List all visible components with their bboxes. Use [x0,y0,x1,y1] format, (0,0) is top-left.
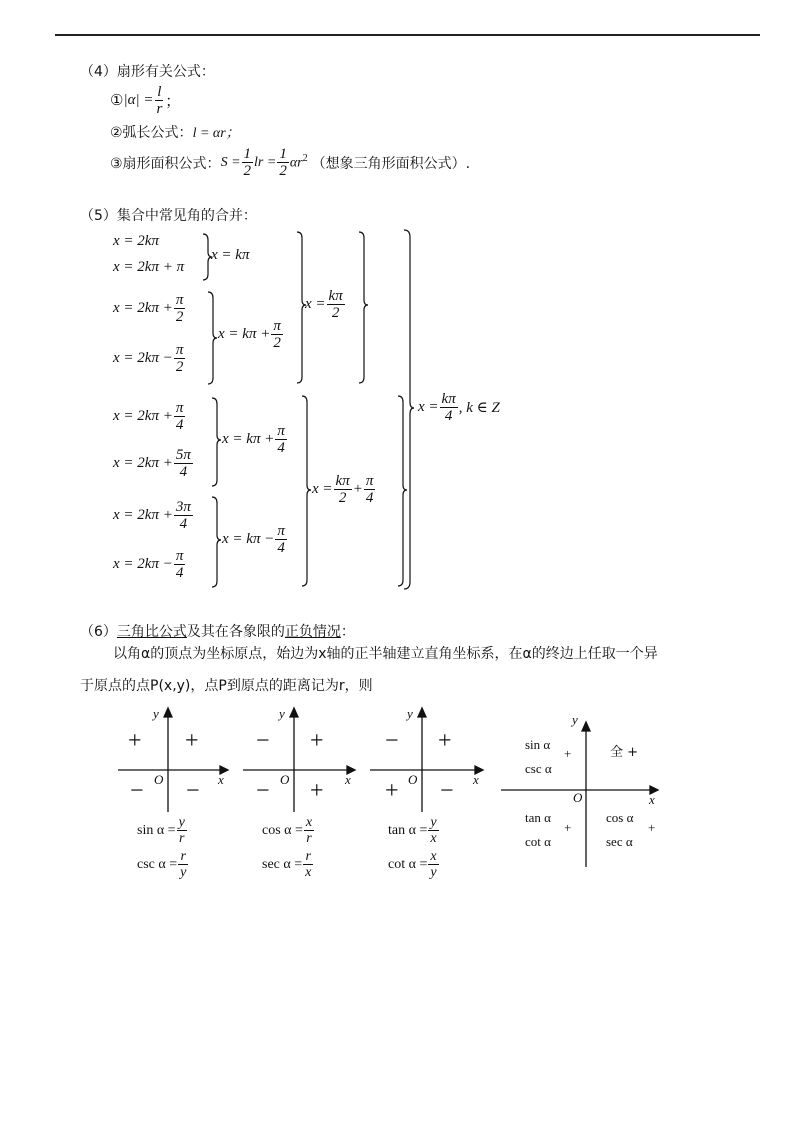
eq-kpi: x = kπ [211,247,250,263]
d3-formula-2 [388,849,440,880]
eq-2kpi-plus-5quarter-pi: x = 2kπ + $\frac{5\pi}{4}$ [113,447,191,480]
eq-2kpi: x = 2kπ [113,233,159,249]
summary-origin-label: O [573,790,583,805]
eq-kpi-minus-quarter-pi: x = kπ − $\frac{\pi}{4}$ [222,523,285,556]
eq-2kpi-plus-pi: x = 2kπ + π [113,259,185,275]
d3-q3-sign: + [385,778,399,804]
d2-f1-num: x [305,815,313,830]
section-4-heading: （4）扇形有关公式： [80,64,215,80]
sector-area-label: ③扇形面积公式： [110,155,221,172]
d2-formula-1 [262,815,315,846]
summary-q2-plus: + [564,746,572,761]
d2-q1-sign: + [310,728,324,754]
d3-q2-sign: − [385,728,399,754]
eq-2kpi-plus-half-pi: x = 2kπ + $\frac{\pi}{2}$ [113,292,184,325]
d3-f2-num: x [430,849,437,864]
eq-2kpi-minus-half-pi: x = 2kπ − $\frac{\pi}{2}$ [113,342,184,375]
d1-q2-sign: + [128,728,142,754]
d3-q1-sign: + [438,728,452,754]
d1-formula-2 [137,849,189,880]
arc-length-label: ②弧长公式： [110,125,193,141]
summary-y-label: y [572,712,578,727]
section-6-mid: 及其在各象限的 [186,624,285,640]
d1-f2-num: r [180,849,186,864]
d1-f1-text: sin α = [137,822,176,838]
d2-f2-num: r [305,849,311,864]
arc-length-expression: l = αr； [192,126,240,141]
summary-q1-all: 全 + [610,745,639,760]
d1-f2-text: csc α = [137,856,178,872]
d2-formula-2 [262,849,314,880]
sector-area-note: （想象三角形面积公式）. [311,155,471,172]
formula-angle-ratio: ① |α| = $\frac{l}{r}$ ； [110,84,181,117]
d3-q4-sign: − [440,778,454,804]
eq-kpi-over-2: x = $\frac{k\pi}{2}$ [305,288,343,321]
d3-f2-text: cot α = [388,856,428,872]
summary-q4-plus: + [648,820,656,835]
d1-q3-sign: − [130,778,144,804]
summary-q3-plus: + [564,820,572,835]
sector-area-formula: ③扇形面积公式： S = $\frac{1}{2}$ lr = $\frac{1}{2}$ $\alpha r^2$ （想象三角形面积公式）. [110,146,471,179]
d3-f1-num: y [430,815,437,830]
summary-q4-functions: cos α sec α [606,810,634,849]
summary-q2-functions: sin α csc α [525,737,552,776]
section-6-underline-1: 三角比公式 [116,624,187,640]
section-6-colon: ： [340,624,355,640]
section-6-paragraph-line-1: 以角α的顶点为坐标原点，始边为x轴的正半轴建立直角坐标系，在α的终边上任取一个异 [113,646,658,662]
d1-q1-sign: + [185,728,199,754]
d1-x-label: x [218,772,224,787]
d3-formula-1 [388,815,440,846]
section-6-underline-2: 正负情况 [284,624,341,640]
d2-y-label: y [279,706,285,721]
d2-q4-sign: + [310,778,324,804]
d3-x-label: x [473,772,479,787]
d3-y-label: y [407,706,413,721]
d3-f1-text: tan α = [388,822,428,838]
d2-q2-sign: − [256,728,270,754]
d1-f2-den: y [180,865,187,880]
d1-q4-sign: − [186,778,200,804]
eq-2kpi-minus-quarter-pi: x = 2kπ − $\frac{\pi}{4}$ [113,548,184,581]
item-1-marker: ① [110,93,124,109]
d2-q3-sign: − [256,778,270,804]
section-6-number: （6） [80,624,117,640]
d1-formula-1 [137,815,188,846]
eq-kpi-plus-half-pi: x = kπ + $\frac{\pi}{2}$ [218,318,281,351]
summary-q3-functions: tan α cot α [525,810,551,849]
d2-f1-text: cos α = [262,822,303,838]
d1-origin-label: O [154,772,164,787]
d1-f1-num: y [178,815,185,830]
d1-y-label: y [153,706,159,721]
eq-final-kpi-over-4: x = $\frac{k\pi}{4}$ , k ∈ Z [418,391,500,424]
d2-f1-den: r [306,831,312,846]
summary-x-label: x [649,792,655,807]
section-6-paragraph-line-2: 于原点的点P(x,y)，点P到原点的距离记为r，则 [80,678,373,694]
d3-origin-label: O [408,772,418,787]
d2-f2-text: sec α = [262,856,303,872]
d2-origin-label: O [280,772,290,787]
d2-x-label: x [345,772,351,787]
eq-2kpi-plus-3quarter-pi: x = 2kπ + $\frac{3\pi}{4}$ [113,499,191,532]
section-5-heading: （5）集合中常见角的合并： [80,208,257,224]
d1-f1-den: r [178,831,185,846]
eq-half-kpi-plus-quarter-pi: x = $\frac{k\pi}{2}$ + $\frac{\pi}{4}$ [312,473,374,506]
d3-f2-den: y [430,865,437,880]
eq-2kpi-plus-quarter-pi: x = 2kπ + $\frac{\pi}{4}$ [113,400,184,433]
d2-f2-den: x [305,865,312,880]
eq-kpi-plus-quarter-pi: x = kπ + $\frac{\pi}{4}$ [222,423,285,456]
d3-f1-den: x [430,831,437,846]
